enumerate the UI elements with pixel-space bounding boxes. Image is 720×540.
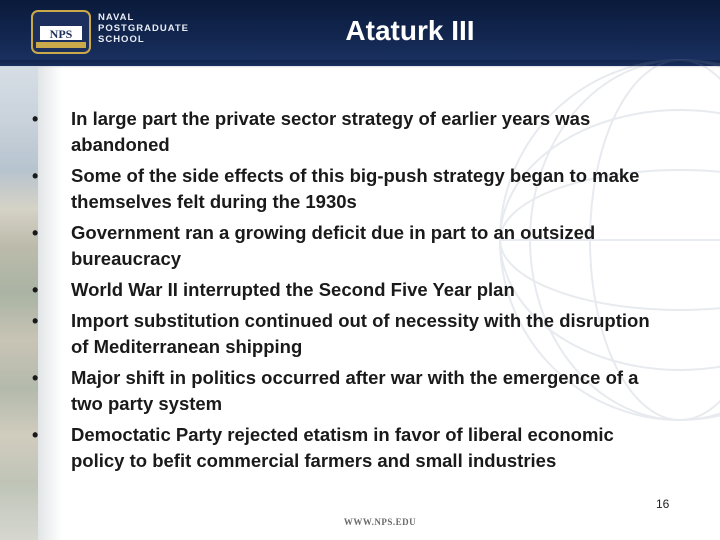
bullet-item xyxy=(28,220,668,272)
page-number: 16 xyxy=(656,497,670,511)
bullet-text: Government ran a growing deficit due in part to an outsized bureaucracy xyxy=(71,222,596,269)
bullet-item xyxy=(28,365,668,417)
bullet-icon: • xyxy=(32,109,39,129)
footer-url: WWW.NPS.EDU xyxy=(343,517,417,527)
bullet-item xyxy=(28,422,668,474)
school-name-line: NAVAL xyxy=(98,12,135,23)
bullet-icon: • xyxy=(32,166,39,186)
school-name xyxy=(98,12,189,45)
nps-seal-icon xyxy=(30,8,92,56)
school-name-line: POSTGRADUATE xyxy=(98,23,189,34)
slide-body xyxy=(28,106,668,479)
school-name-line: SCHOOL xyxy=(98,34,145,45)
bullet-icon: • xyxy=(32,223,39,243)
bullet-icon: • xyxy=(32,280,39,300)
bullet-item xyxy=(28,308,668,360)
bullet-text: In large part the private sector strategy of earlier years was abandoned xyxy=(71,108,591,155)
bullet-icon: • xyxy=(32,368,39,388)
bullet-text: Some of the side effects of this big-push strategy began to make themselves felt during the 1930s xyxy=(71,165,640,212)
bullet-icon: • xyxy=(32,425,39,445)
bullet-text: Import substitution continued out of necessity with the disruption of Mediterranean shipping xyxy=(71,310,650,357)
bullet-text: Major shift in politics occurred after war with the emergence of a two party system xyxy=(71,367,639,414)
bullet-list xyxy=(28,106,668,474)
bullet-item xyxy=(28,106,668,158)
bullet-item xyxy=(28,277,668,303)
bullet-text: Democtatic Party rejected etatism in favor of liberal economic policy to befit commercial farmers and small industries xyxy=(71,424,614,471)
bullet-icon: • xyxy=(32,311,39,331)
seal-text: NPS xyxy=(49,27,73,41)
bullet-text: World War II interrupted the Second Five Year plan xyxy=(71,279,515,300)
slide-title: Ataturk III xyxy=(345,15,475,46)
bullet-item xyxy=(28,163,668,215)
